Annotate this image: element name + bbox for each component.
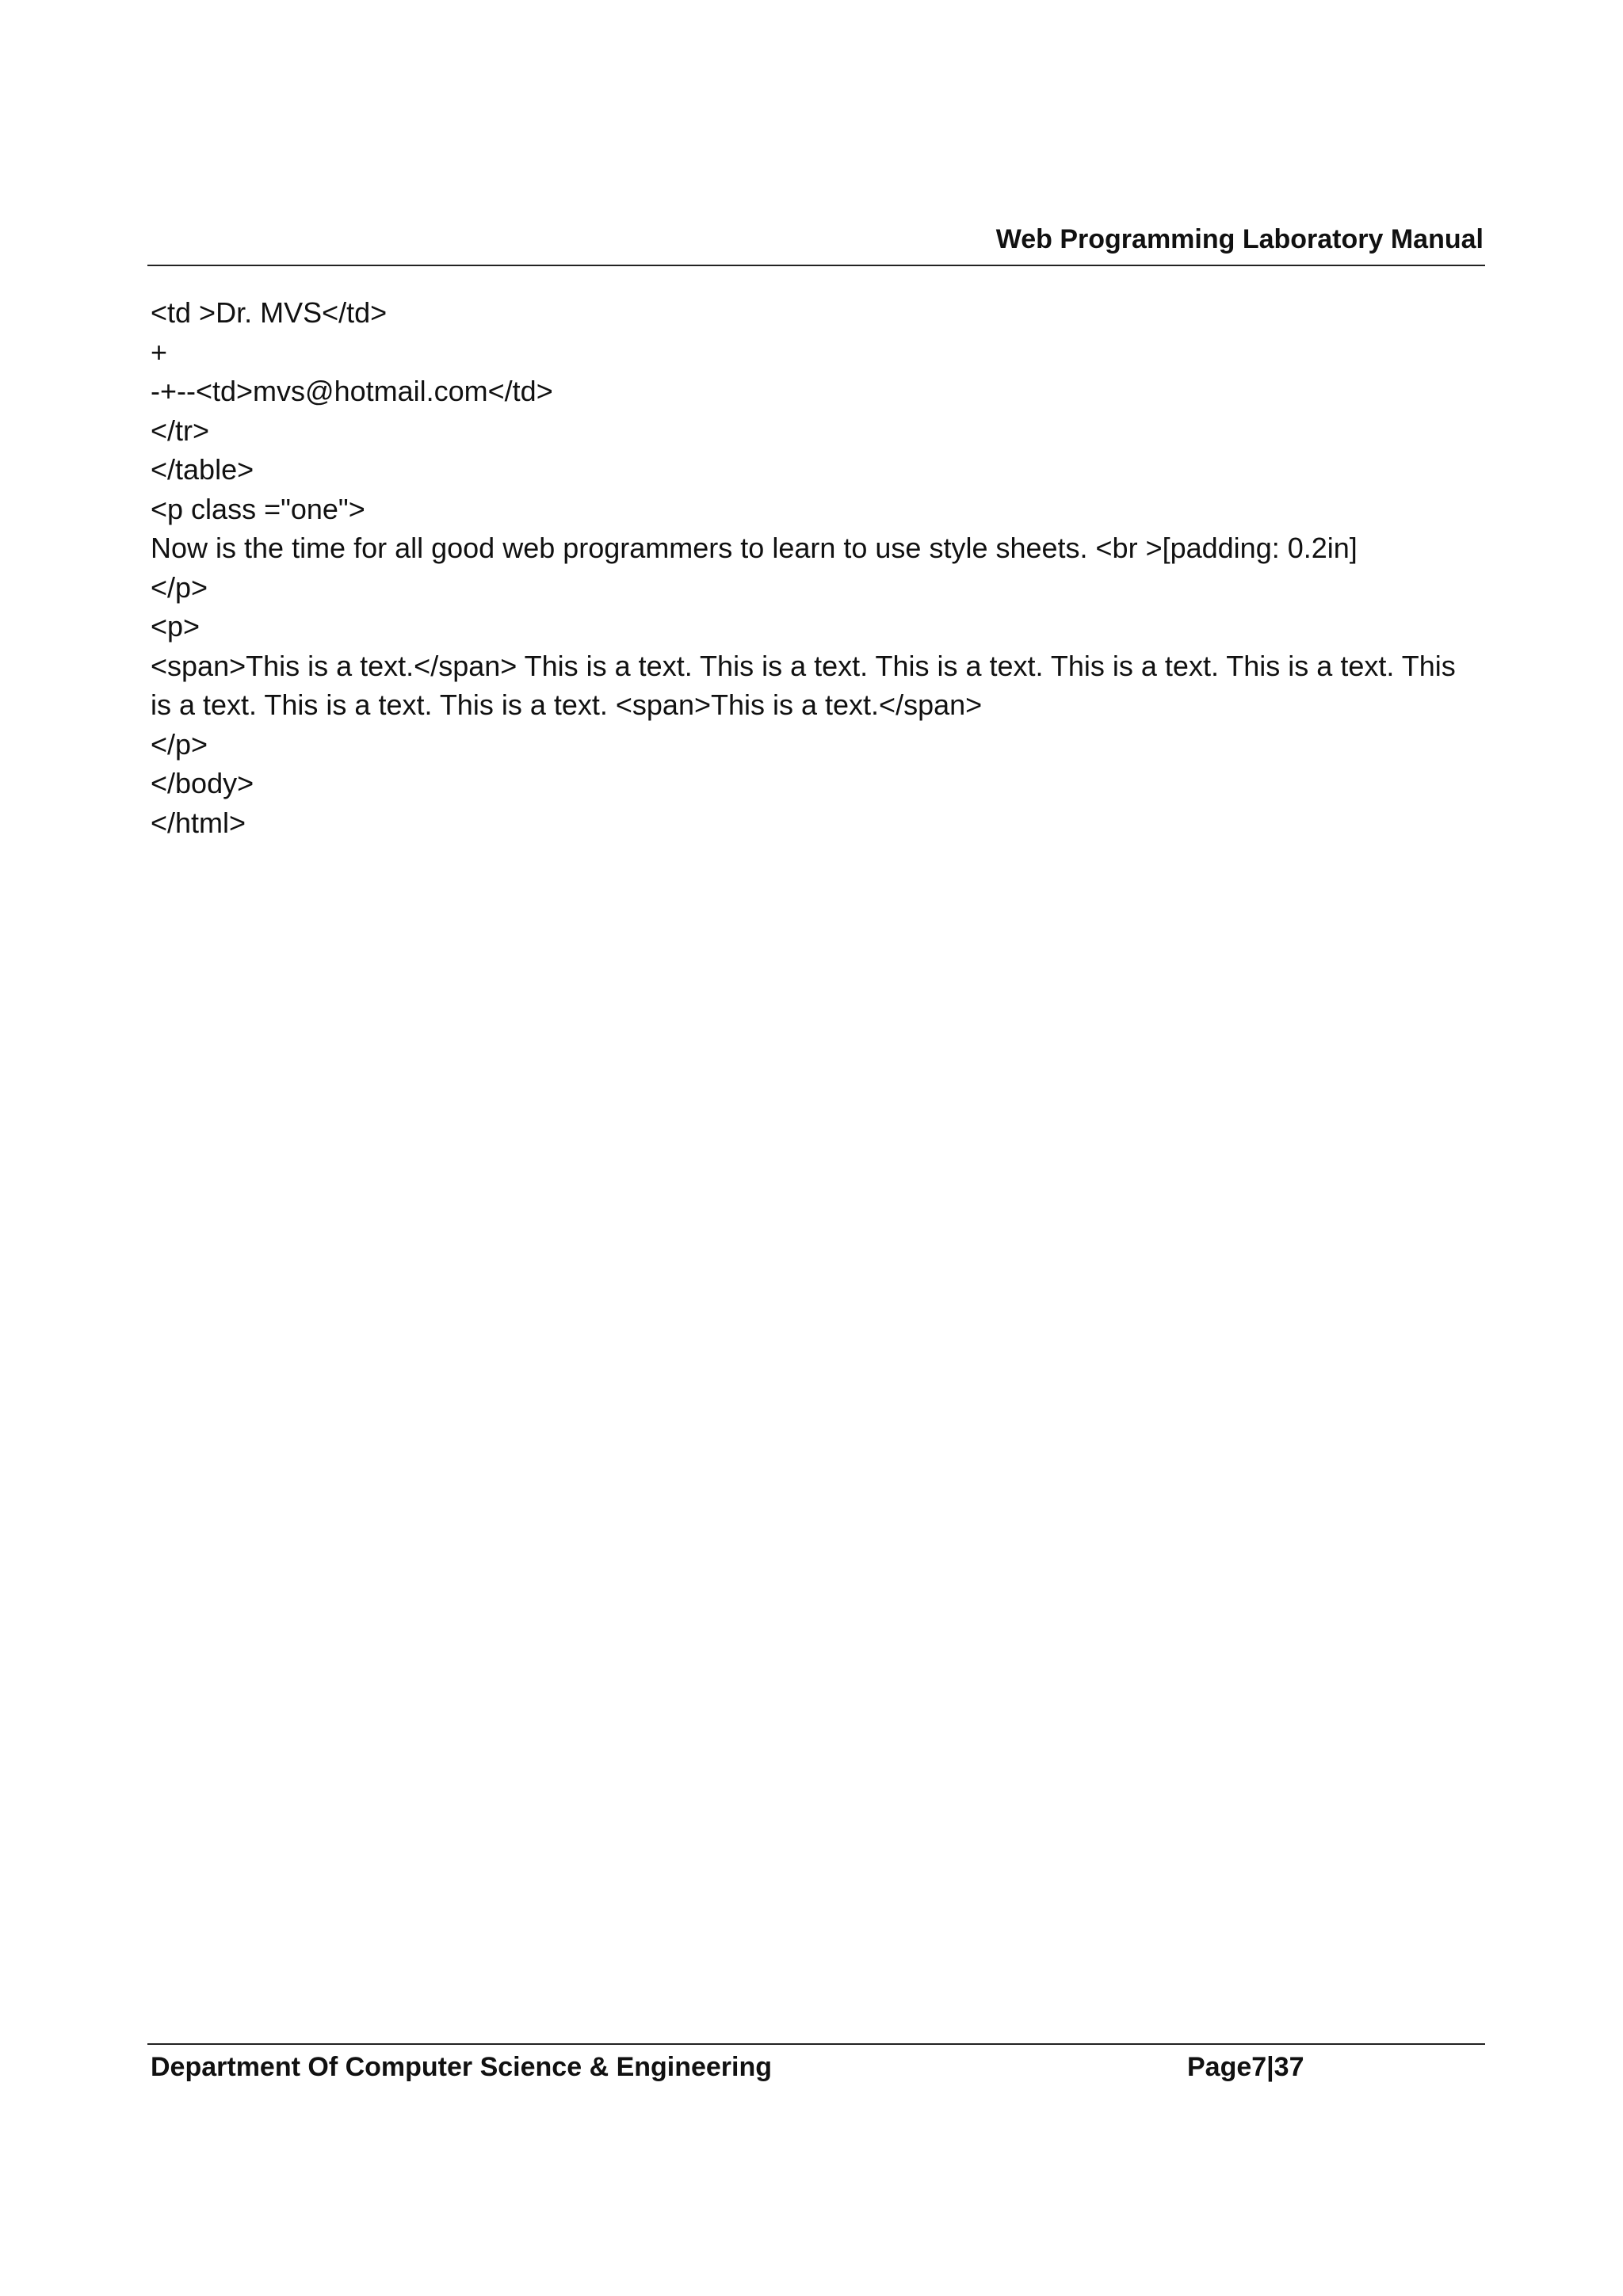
header-divider [147,265,1485,266]
code-line: </html> [151,806,246,839]
code-listing [151,293,1482,842]
header-title: Web Programming Laboratory Manual [995,224,1484,254]
code-line: </body> [151,767,254,799]
code-line: </p> [151,570,208,604]
code-line: Now is the time for all good web programmers to learn to use style sheets. <br >[padding: 0.2in] [151,532,1358,564]
footer-department: Department Of Computer Science & Engineering [151,2052,773,2082]
code-line: <p> [151,610,200,643]
code-line: -+--<td>mvs@hotmail.com</td> [151,375,553,407]
code-line: <td >Dr. MVS</td> [151,296,388,329]
footer-divider [147,2043,1485,2045]
code-line: </table> [151,453,254,486]
footer-page-number: Page7|37 [1187,2052,1304,2082]
code-line: <p class ="one"> [151,492,365,525]
code-line: is a text. This is a text. This is a text. <span>This is a text.</span> [151,688,983,721]
code-line: <span>This is a text.</span> This is a text. This is a text. This is a text. This is a text. This is a text. This [151,649,1456,682]
code-line: </p> [151,727,208,761]
code-line: + [151,335,168,368]
code-line: </tr> [151,414,210,447]
